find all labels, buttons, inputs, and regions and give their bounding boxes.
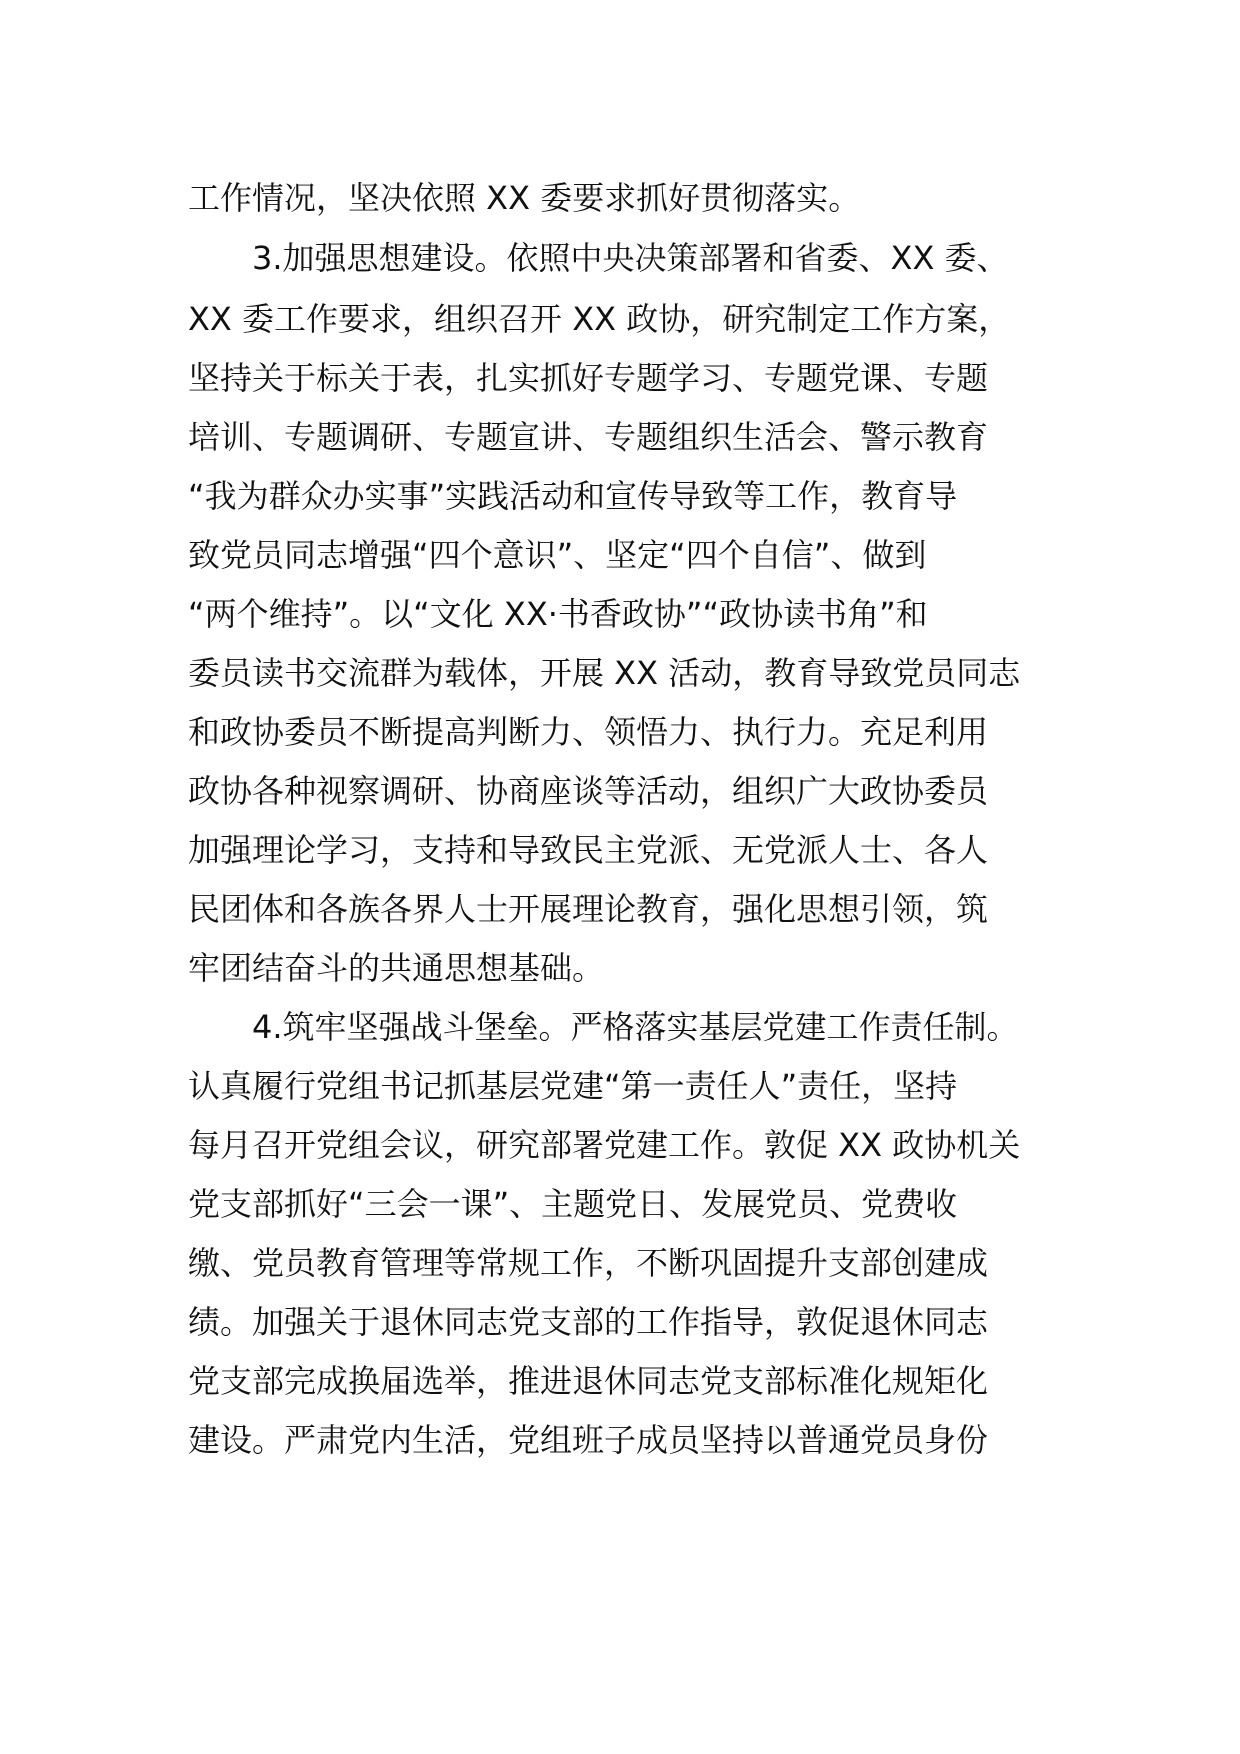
text-line: “两个维持”。以“文化 XX·书香政协”“政协读书角”和 (188, 595, 928, 633)
text-line: XX 委工作要求，组织召开 XX 政协，研究制定工作方案， (188, 300, 1011, 338)
text-line: 绩。加强关于退休同志党支部的工作指导，敦促退休同志 (188, 1303, 989, 1341)
text-line: 培训、专题调研、专题宣讲、专题组织生活会、警示教育 (188, 418, 989, 456)
text-line: 党支部完成换届选举，推进退休同志党支部标准化规矩化 (188, 1362, 989, 1400)
text-line: 建设。严肃党内生活，党组班子成员坚持以普通党员身份 (188, 1421, 989, 1459)
text-line: 每月召开党组会议，研究部署党建工作。敦促 XX 政协机关 (188, 1126, 1021, 1164)
text-line: 缴、党员教育管理等常规工作，不断巩固提升支部创建成 (188, 1244, 989, 1282)
text-line: 和政协委员不断提高判断力、领悟力、执行力。充足利用 (188, 713, 989, 751)
text-line: 政协各种视察调研、协商座谈等活动，组织广大政协委员 (188, 772, 989, 810)
text-line: 工作情况，坚决依照 XX 委要求抓好贯彻落实。 (188, 179, 861, 217)
section-4-heading-line: 4.筑牢坚强战斗堡垒。严格落实基层党建工作责任制。 (252, 1008, 1019, 1046)
text-line: 认真履行党组书记抓基层党建“第一责任人”责任，坚持 (188, 1067, 958, 1105)
text-line: “我为群众办实事”实践活动和宣传导致等工作，教育导 (188, 477, 958, 515)
text-line: 坚持关于标关于表，扎实抓好专题学习、专题党课、专题 (188, 359, 989, 397)
text-line: 委员读书交流群为载体，开展 XX 活动，教育导致党员同志 (188, 654, 1021, 692)
text-line: 牢团结奋斗的共通思想基础。 (188, 949, 605, 987)
section-3-heading-line: 3.加强思想建设。依照中央决策部署和省委、XX 委、 (252, 239, 1009, 277)
text-line: 致党员同志增强“四个意识”、坚定“四个自信”、做到 (188, 536, 927, 574)
text-line: 党支部抓好“三会一课”、主题党日、发展党员、党费收 (188, 1185, 958, 1223)
text-line: 加强理论学习，支持和导致民主党派、无党派人士、各人 (188, 831, 989, 869)
text-line: 民团体和各族各界人士开展理论教育，强化思想引领，筑 (188, 890, 989, 928)
